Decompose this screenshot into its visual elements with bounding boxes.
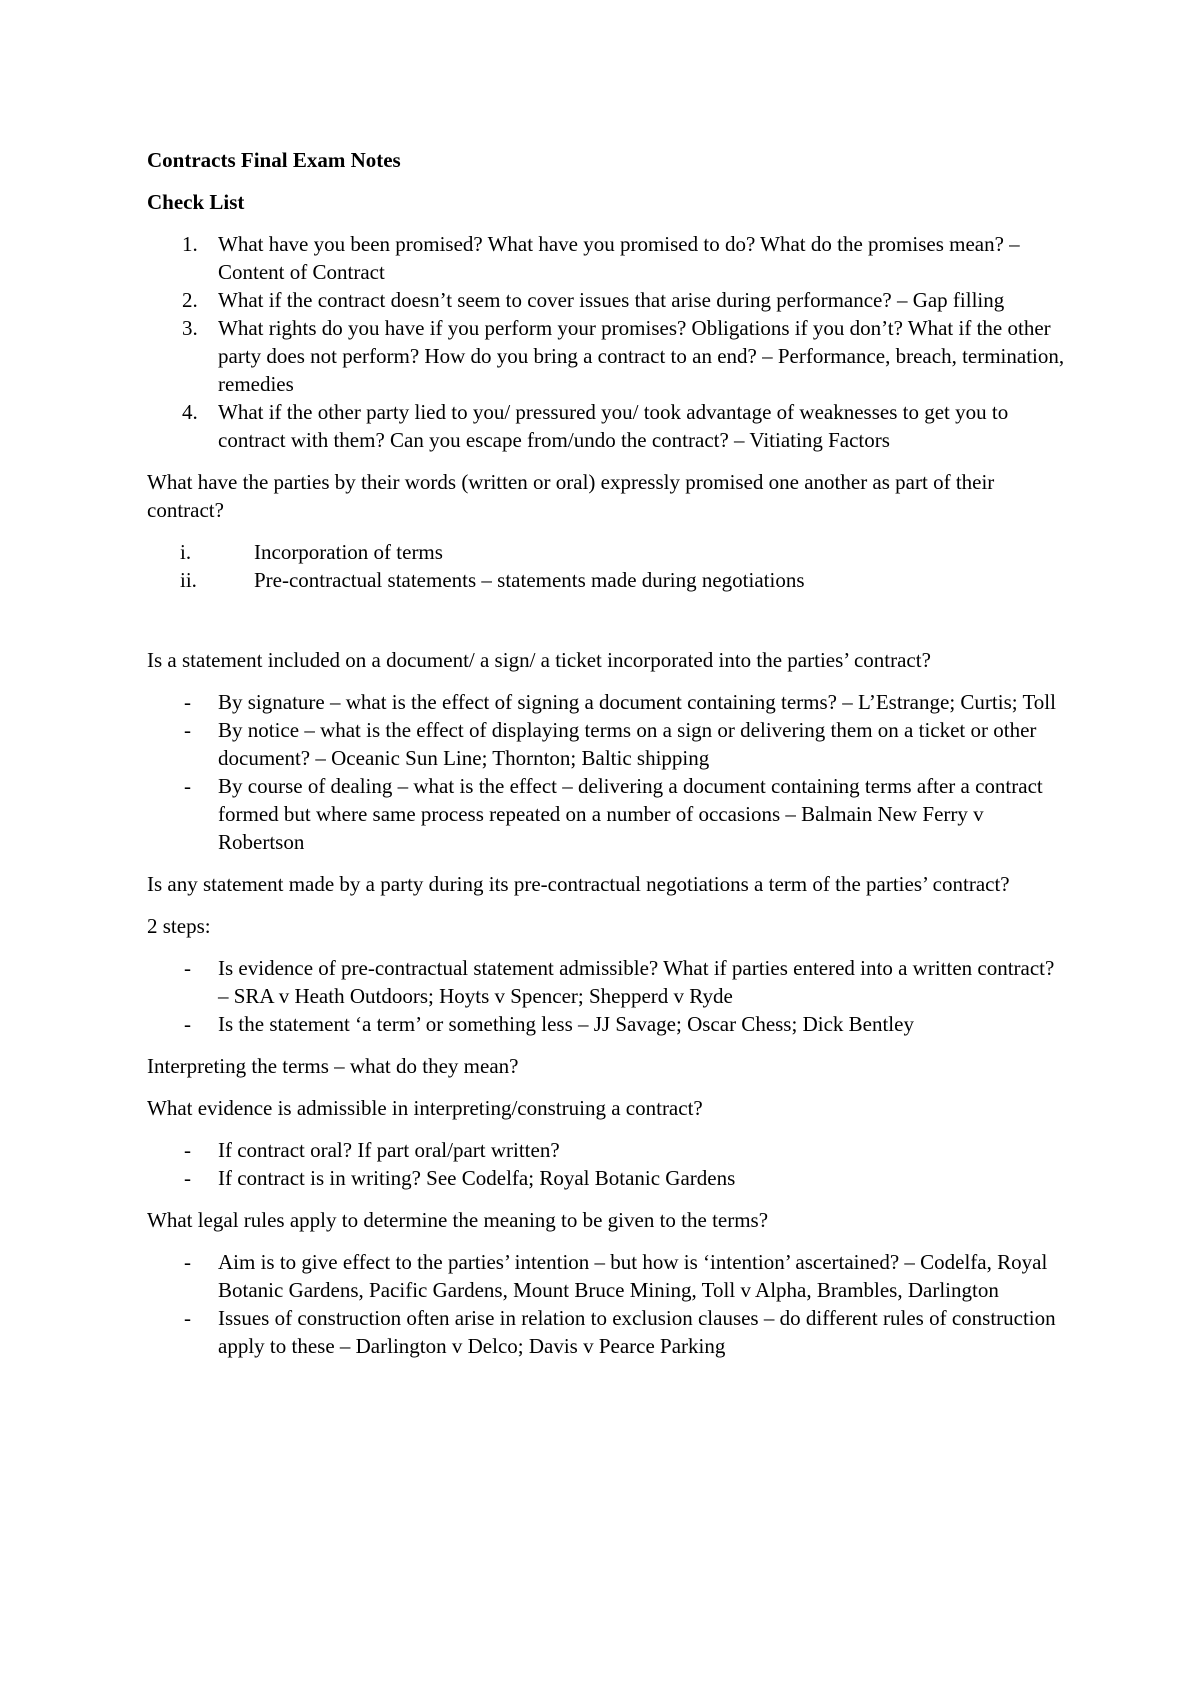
precontract-question: Is any statement made by a party during its pre-contractual negotiations a term of the parties’ contract? <box>147 872 1010 896</box>
list-item: ii. Pre-contractual statements – statements made during negotiations <box>180 568 805 592</box>
evidence-list <box>147 1136 1067 1192</box>
two-steps-label: 2 steps: <box>147 914 211 938</box>
list-item: 2. What if the contract doesn’t seem to cover issues that arise during performance? – Gap filling <box>182 288 1005 312</box>
steps-list <box>147 954 1067 1038</box>
legal-rules-question: What legal rules apply to determine the meaning to be given to the terms? <box>147 1208 769 1232</box>
list-item: - Aim is to give effect to the parties’ intention – but how is ‘intention’ ascertained? – Codelfa, Royal Botanic Gardens, Pacific Gardens, Mount Bruce Mining, Toll v Alpha, Brambles, Darlington <box>184 1250 1048 1302</box>
evidence-question: What evidence is admissible in interpreting/construing a contract? <box>147 1096 703 1120</box>
list-item: 1. What have you been promised? What have you promised to do? What do the promises mean? – Content of Contract <box>182 232 1020 284</box>
list-item: 3. What rights do you have if you perform your promises? Obligations if you don’t? What if the other party does not perform? How do you bring a contract to an end? – Performance, breach, termination, remedies <box>182 316 1065 396</box>
document-title: Contracts Final Exam Notes <box>147 148 401 172</box>
list-item: - If contract oral? If part oral/part written? <box>184 1138 560 1162</box>
list-item: - By signature – what is the effect of signing a document containing terms? – L’Estrange; Curtis; Toll <box>184 690 1056 714</box>
document-body <box>147 146 1067 1360</box>
list-item: - Is the statement ‘a term’ or something less – JJ Savage; Oscar Chess; Dick Bentley <box>184 1012 914 1036</box>
list-item: - By course of dealing – what is the effect – delivering a document containing terms after a contract formed but where same process repeated on a number of occasions – Balmain New Ferry v Robertson <box>184 774 1043 854</box>
legal-rules-list <box>147 1248 1067 1360</box>
checklist <box>147 230 1067 454</box>
list-item: - By notice – what is the effect of displaying terms on a sign or delivering them on a ticket or other document? – Oceanic Sun Line; Thornton; Baltic shipping <box>184 718 1037 770</box>
checklist-heading: Check List <box>147 190 245 214</box>
express-terms-question: What have the parties by their words (written or oral) expressly promised one another as part of their contract? <box>147 470 995 522</box>
list-item: 4. What if the other party lied to you/ pressured you/ took advantage of weaknesses to get you to contract with them? Can you escape from/undo the contract? – Vitiating Factors <box>182 400 1009 452</box>
interpreting-heading: Interpreting the terms – what do they mean? <box>147 1054 519 1078</box>
incorporation-question: Is a statement included on a document/ a sign/ a ticket incorporated into the parties’ contract? <box>147 648 931 672</box>
list-item: i. Incorporation of terms <box>180 540 443 564</box>
list-item: - Issues of construction often arise in relation to exclusion clauses – do different rules of construction apply to these – Darlington v Delco; Davis v Pearce Parking <box>184 1306 1056 1358</box>
incorporation-list <box>147 688 1067 856</box>
list-item: - Is evidence of pre-contractual statement admissible? What if parties entered into a written contract? – SRA v Heath Outdoors; Hoyts v Spencer; Shepperd v Ryde <box>184 956 1055 1008</box>
express-terms-list <box>147 538 1067 594</box>
list-item: - If contract is in writing? See Codelfa; Royal Botanic Gardens <box>184 1166 736 1190</box>
